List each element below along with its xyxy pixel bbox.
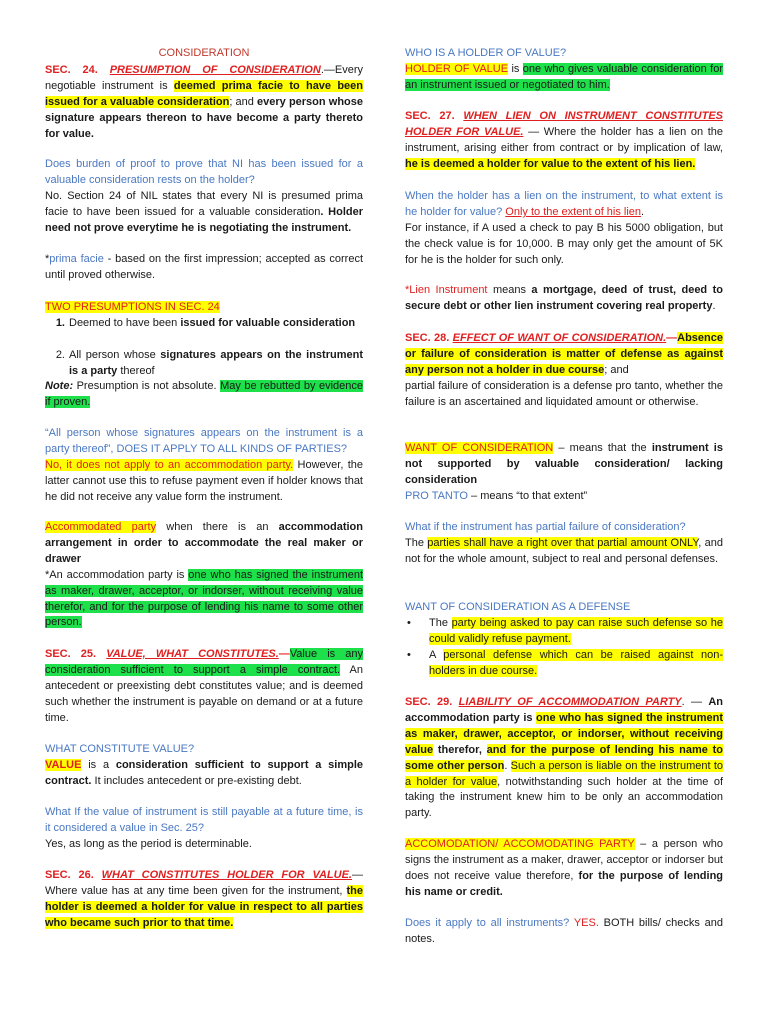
section-29 — [405, 695, 723, 822]
question-text: “All person whose signatures appears on the instrument is a party thereof” — [45, 427, 363, 455]
heading-text: TWO PRESUMPTIONS IN SEC. 24 — [45, 301, 220, 313]
accomodation-party-definition — [405, 837, 723, 901]
question-text: Does burden of proof to prove that NI has been issued for a valuable consideration rests on the holder? — [45, 158, 363, 186]
heading-text: WHAT CONSTITUTE VALUE? — [45, 743, 195, 755]
section-title: WHEN LIEN ON INSTRUMENT CONSTITUTES HOLDER FOR VALUE. — [405, 110, 723, 138]
section-number: SEC. 26. — [45, 869, 94, 881]
list-marker: 1. — [55, 317, 65, 329]
highlight-text: one who has signed the instrument as maker, drawer, acceptor, or indorser, without receiving value — [405, 711, 723, 756]
highlight-text: No, it does not apply to an accommodation party. — [45, 458, 294, 471]
highlight-text: Such a person is liable on the instrument to a holder for value — [405, 759, 723, 788]
text: ; and — [229, 95, 258, 108]
question-text: When the holder has a lien on the instrument, to what extent is he holder for value? — [405, 190, 723, 218]
section-28 — [405, 331, 723, 411]
consideration-heading — [45, 46, 363, 62]
section-24 — [45, 63, 363, 143]
answer-text: Yes, as long as the period is determinable. — [45, 837, 252, 850]
text: A — [429, 649, 444, 661]
heading-text: WHO IS A HOLDER OF VALUE? — [405, 47, 567, 59]
presumption-item-1 — [45, 316, 363, 332]
heading-text: CONSIDERATION — [158, 47, 250, 59]
defense-item-2 — [405, 648, 723, 680]
example-text: For instance, if A used a check to pay B his 5000 obligation, but the check value is for 10,000. B may only get the amount of 5K for he is the holder for such only. — [405, 221, 723, 266]
prima-facie-definition — [45, 252, 363, 284]
section-title: PRESUMPTION OF CONSIDERATION — [109, 64, 321, 76]
lien-instrument — [405, 283, 723, 315]
highlight-text: one who gives valuable consideration for an instrument issued or negotiated to him. — [405, 62, 723, 91]
term: prima facie — [49, 253, 104, 265]
section-title: LIABILITY OF ACCOMMODATION PARTY — [458, 696, 682, 708]
who-is-holder-of-value — [405, 46, 723, 94]
presumption-note — [45, 379, 363, 411]
term: Accommodated party — [45, 521, 157, 533]
text: All person whose — [69, 349, 161, 361]
pro-tanto-definition — [405, 489, 723, 505]
section-title: VALUE, WHAT CONSTITUTES. — [106, 648, 279, 660]
dash: — — [278, 648, 290, 660]
note-label: Note: — [45, 380, 74, 392]
section-27 — [405, 109, 723, 173]
highlight-text: the holder is deemed a holder for value in respect to all parties who became such prior to that time. — [45, 884, 363, 929]
accommodated-party — [45, 520, 363, 631]
text: It includes antecedent or pre-existing debt. — [91, 774, 302, 787]
highlight-text: personal defense which can be raised against non-holders in due course. — [429, 649, 723, 677]
bold-text: a mortgage, deed of trust, deed to secure debt or other lien instrument covering real property — [405, 284, 723, 312]
highlight-text: party being asked to pay can raise such defense so he could validly refuse payment. — [429, 617, 723, 645]
section-number: SEC. 29. — [405, 696, 453, 708]
text: The — [405, 536, 428, 549]
text: The — [429, 617, 452, 629]
term: ACCOMODATION/ ACCOMODATING PARTY — [405, 838, 635, 850]
want-of-consideration — [405, 441, 723, 489]
highlight-text: parties shall have a right over that partial amount ONLY — [427, 536, 699, 549]
definition-text: - based on the first impression; accepted as correct until proved otherwise. — [45, 253, 363, 281]
term: HOLDER OF VALUE — [405, 62, 509, 75]
bold-text: consideration sufficient to support a simple contract. — [45, 758, 363, 787]
definition-text: – means “to that extent” — [467, 490, 588, 502]
answer-yes: YES. — [569, 917, 599, 929]
bullet-icon: • — [407, 617, 411, 629]
answer-text: No. Section 24 of NIL states that every NI is presumed prima facie to have been issued for a valuable consideration — [45, 189, 363, 218]
text: . — — [681, 696, 709, 708]
text: *An accommodation party is — [45, 568, 189, 581]
bold-text: . Holder need not prove everytime he is negotiating the instrument. — [45, 205, 364, 234]
text: Deemed to have been — [69, 317, 181, 329]
text: partial failure of consideration is a defense pro tanto, whether the failure is an ascertained and liquidated amount or otherwise. — [405, 379, 723, 408]
question-text: , DOES IT APPLY TO ALL KINDS OF PARTIES? — [110, 442, 348, 455]
heading-text: WANT OF CONSIDERATION AS A DEFENSE — [405, 601, 631, 613]
bold-text: for the purpose of lending his name or credit. — [405, 869, 724, 898]
question-burden-of-proof — [45, 157, 363, 237]
question-all-instruments — [405, 916, 723, 948]
bold-text: An accommodation party is — [405, 696, 723, 724]
defense-item-1 — [405, 616, 723, 648]
question-lien-extent — [405, 189, 723, 269]
answer-text: However, the latter cannot use this to refuse payment even if holder knows that he did not receive any value form the instrument. — [45, 458, 364, 503]
text: when there is an — [156, 521, 279, 533]
text: is — [508, 62, 523, 75]
dash: — — [666, 332, 678, 344]
highlight-text: May be rebutted by evidence if proven. — [45, 380, 363, 408]
text: thereof — [117, 364, 155, 377]
text: An antecedent or preexisting debt constitutes value; and is deemed such whether the instrument is payable on demand or at a future time. — [45, 663, 364, 724]
section-25 — [45, 647, 363, 727]
text: . — [641, 205, 645, 218]
text: , notwithstanding such holder at the time of taking the instrument knew him to be only an accommodation party. — [405, 775, 724, 820]
text: means — [487, 284, 532, 296]
text: Every negotiable instrument is — [45, 64, 363, 92]
text: – means that the — [553, 442, 652, 454]
term: *Lien Instrument — [405, 284, 488, 296]
answer-text: BOTH bills/ checks and notes. — [405, 917, 723, 945]
text: — Where the holder has a lien on the instrument, arising either from contract or by implication of law, — [405, 125, 723, 154]
what-constitute-value — [45, 742, 363, 790]
text: – a person who signs the instrument as a maker, drawer, acceptor or indorser but does not receive value therefore, — [405, 838, 723, 882]
section-number: SEC. 28. — [405, 332, 450, 344]
section-number: SEC. 27. — [405, 110, 455, 122]
highlight-text: and for the purpose of lending his name to some other person — [405, 743, 724, 772]
text: . — [504, 759, 511, 772]
question-partial-failure — [405, 520, 723, 568]
answer-text: Only to the extent of his lien — [505, 205, 642, 218]
question-text: Does it apply to all instruments? — [405, 917, 570, 929]
question-all-parties — [45, 426, 363, 506]
question-future-value — [45, 805, 363, 853]
bold-text: signatures appears on the instrument is a party — [69, 349, 363, 377]
term: PRO TANTO — [405, 490, 468, 502]
dash: .— — [320, 64, 335, 76]
term: VALUE — [45, 758, 82, 771]
section-title: WHAT CONSTITUTES HOLDER FOR VALUE. — [101, 869, 352, 881]
asterisk: * — [45, 253, 50, 265]
list-marker: 2. — [55, 349, 65, 361]
two-presumptions-heading — [45, 300, 363, 316]
text: ; and — [604, 363, 629, 376]
dash: — — [352, 869, 363, 881]
text: , and not for the whole amount, subject to real and personal defenses. — [405, 536, 723, 565]
highlight-text: he is deemed a holder for value to the extent of his lien. — [405, 157, 696, 170]
text: Where value has at any time been given for the instrument, — [45, 884, 347, 897]
bold-text: instrument is not supported by valuable consideration/ lacking consideration — [405, 442, 723, 486]
question-text: What If the value of instrument is still payable at a future time, is it considered a value in Sec. 25? — [45, 806, 363, 834]
bold-text: issued for valuable consideration — [180, 317, 356, 329]
section-26 — [45, 868, 363, 932]
highlight-text: Absence or failure of consideration is matter of defense as against any person not a holder in due course — [405, 332, 723, 376]
bold-text: therefor, — [433, 743, 487, 756]
text: . — [712, 299, 716, 312]
bullet-icon: • — [407, 649, 411, 661]
highlight-text: deemed prima facie to have been issued for a valuable consideration — [45, 79, 363, 108]
bold-text: accommodation arrangement in order to accommodate the real maker or drawer — [45, 521, 363, 565]
text: is a — [81, 758, 116, 771]
question-text: What if the instrument has partial failure of consideration? — [405, 521, 686, 533]
section-number: SEC. 24. — [45, 64, 98, 76]
section-title: EFFECT OF WANT OF CONSIDERATION. — [452, 332, 667, 344]
presumption-item-2 — [45, 348, 363, 380]
highlight-text: one who has signed the instrument as maker, drawer, acceptor, or indorser, without receiving value therefor, and for the purpose of lending his name to some other person. — [45, 568, 364, 629]
highlight-text: Value is any consideration sufficient to support a simple contract. — [45, 648, 363, 676]
note-text: Presumption is not absolute. — [73, 380, 221, 392]
bold-text: every person whose signature appears thereon to have become a party thereto for value. — [45, 95, 363, 140]
section-number: SEC. 25. — [45, 648, 97, 660]
term: WANT OF CONSIDERATION — [405, 442, 554, 454]
want-defense-heading — [405, 600, 723, 616]
